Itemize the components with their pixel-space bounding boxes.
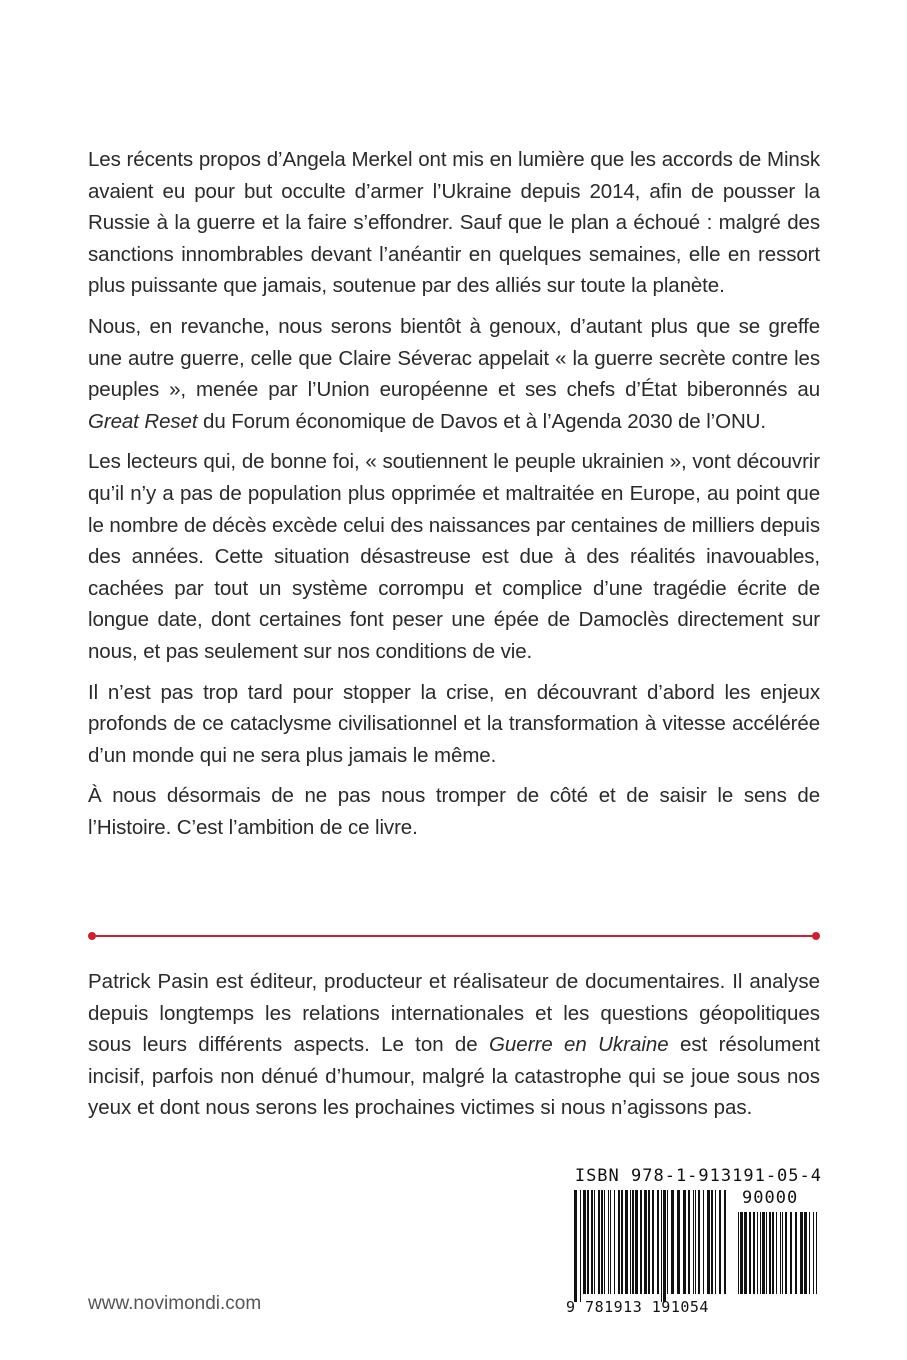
- barcode-bar: [757, 1212, 758, 1294]
- barcode-bar: [683, 1190, 686, 1294]
- ean-barcode: [574, 1190, 728, 1302]
- author-bio-end: est résolument incisif, parfois non dénué d’humour, malgré la catastrophe qui se joue sous nos yeux et dont nous serons les prochaines victimes si nous n’agissons pas.: [88, 1033, 820, 1120]
- barcode-bar: [813, 1212, 814, 1294]
- barcode-bar: [625, 1190, 628, 1294]
- barcode-bar: [809, 1212, 810, 1294]
- barcode-bar: [657, 1190, 659, 1294]
- barcode-bar: [598, 1190, 600, 1294]
- barcode-bar: [580, 1190, 581, 1302]
- barcode-bar: [762, 1212, 765, 1294]
- barcode-bar: [661, 1190, 662, 1302]
- barcode-bar: [663, 1190, 666, 1302]
- price-addon-label: 90000: [742, 1188, 799, 1208]
- barcode-bar: [677, 1190, 680, 1294]
- barcode-bar: [688, 1190, 690, 1294]
- barcode-bar: [632, 1190, 634, 1294]
- barcode-bar: [760, 1212, 761, 1294]
- blurb-paragraph-1: Les récents propos d’Angela Merkel ont mis en lumière que les accords de Minsk avaient eu pour but occulte d’armer l’Ukraine depuis 2014, afin de pousser la Russie à la guerre et la faire s’effondrer. Sauf que le plan a échoué : malgré des sanctions innombrables devant l’anéantir en quelques semaines, elle en ressort plus puissante que jamais, soutenue par des alliés sur toute la planète.: [88, 148, 820, 298]
- barcode-bar: [610, 1190, 611, 1294]
- blurb-paragraph-4: Il n’est pas trop tard pour stopper la crise, en découvrant d’abord les enjeux profonds de ce cataclysme civilisationnel et la transformation à vitesse accélérée d’un monde qui ne sera plus jamais le même.: [88, 680, 820, 767]
- book-title: Guerre en Ukraine: [488, 1033, 669, 1057]
- barcode-bar: [782, 1212, 783, 1294]
- barcode-bar: [795, 1212, 797, 1294]
- barcode-bar: [587, 1190, 589, 1294]
- blurb-paragraph-3: Les lecteurs qui, de bonne foi, « soutiennent le peuple ukrainien », vont découvrir qu’il n’y a pas de population plus opprimée et maltraitée en Europe, au point que le nombre de décès excède celui des naissances par centaines de milliers depuis des années. Cette situation désastreuse est due à des réalités inavouables, cachées par tout un système corrompu et complice d’une tragédie écrite de longue date, dont certaines font peser une épée de Damoclès directement sur nous, et pas seulement sur nos conditions de vie.: [88, 450, 820, 663]
- barcode-bar: [780, 1212, 781, 1294]
- barcode-bar: [711, 1190, 713, 1294]
- barcode-bar: [667, 1190, 668, 1294]
- barcode-bar: [790, 1212, 792, 1294]
- barcode-bar: [652, 1190, 654, 1294]
- blurb-paragraph-2-end: du Forum économique de Davos et à l’Agenda 2030 de l’ONU.: [197, 409, 766, 433]
- barcode-bar: [804, 1212, 807, 1294]
- barcode-digits: 9 781913 191054: [566, 1298, 709, 1316]
- barcode-bar: [591, 1190, 593, 1294]
- barcode-bar: [695, 1190, 696, 1294]
- blurb-paragraph-2-start: Nous, en revanche, nous serons bientôt à genoux, d’autant plus que se greffe une autre guerre, celle que Claire Séverac appelait « la guerre secrète contre les peuples », menée par l’Union européenne et ses chefs d’État biberonnés au: [88, 314, 820, 402]
- author-bio-start: Patrick Pasin est éditeur, producteur et réalisateur de documentaires. Il analyse depuis longtemps les relations internationales et les questions géopolitiques sous leurs différents aspects. Le ton de: [88, 970, 820, 1057]
- barcode-bar: [635, 1190, 638, 1294]
- barcode-bar: [800, 1212, 803, 1294]
- barcode-bar: [785, 1212, 787, 1294]
- barcode-bar: [772, 1212, 774, 1294]
- back-cover-blurb: [88, 144, 820, 852]
- great-reset-title: Great Reset: [88, 409, 198, 433]
- barcode-bar: [604, 1190, 605, 1294]
- barcode-bar: [703, 1190, 704, 1294]
- barcode-bar: [671, 1190, 674, 1294]
- barcode-bar: [749, 1212, 751, 1294]
- addon-barcode: [738, 1212, 820, 1302]
- blurb-paragraph-2: [88, 311, 820, 437]
- barcode-bar: [724, 1190, 726, 1294]
- publisher-website: www.novimondi.com: [88, 1293, 262, 1314]
- barcode-bar: [707, 1190, 710, 1294]
- isbn-label: ISBN 978-1-913191-05-4: [574, 1166, 822, 1186]
- barcode-bar: [618, 1190, 620, 1294]
- barcode-bar: [753, 1212, 755, 1294]
- barcode-bar: [698, 1190, 700, 1294]
- barcode-bar: [630, 1190, 631, 1294]
- red-divider: [90, 931, 818, 941]
- barcode-bar: [608, 1190, 609, 1294]
- barcode-bar: [816, 1212, 817, 1294]
- divider-dot-left: [88, 932, 96, 940]
- divider-line: [94, 935, 814, 937]
- barcode-bar: [594, 1190, 595, 1294]
- barcode-bar: [574, 1190, 577, 1302]
- barcode-bar: [614, 1190, 615, 1294]
- barcode-bar: [738, 1212, 739, 1294]
- barcode-bar: [719, 1190, 721, 1294]
- author-bio: [88, 966, 820, 1124]
- barcode-bar: [766, 1212, 767, 1294]
- barcode-bar: [640, 1190, 642, 1294]
- barcode-bar: [601, 1190, 603, 1294]
- barcode-bar: [621, 1190, 623, 1294]
- barcode-bar: [583, 1190, 586, 1294]
- barcode-bar: [644, 1190, 647, 1294]
- barcode-bar: [769, 1212, 771, 1294]
- divider-dot-right: [812, 932, 820, 940]
- barcode-bar: [776, 1212, 777, 1294]
- blurb-paragraph-5: À nous désormais de ne pas nous tromper de côté et de saisir le sens de l’Histoire. C’est l’ambition de ce livre.: [88, 784, 820, 839]
- barcode-bar: [715, 1190, 716, 1294]
- barcode-bar: [648, 1190, 650, 1294]
- barcode-bar: [744, 1212, 747, 1294]
- barcode-bar: [693, 1190, 694, 1294]
- barcode-bar: [740, 1212, 743, 1294]
